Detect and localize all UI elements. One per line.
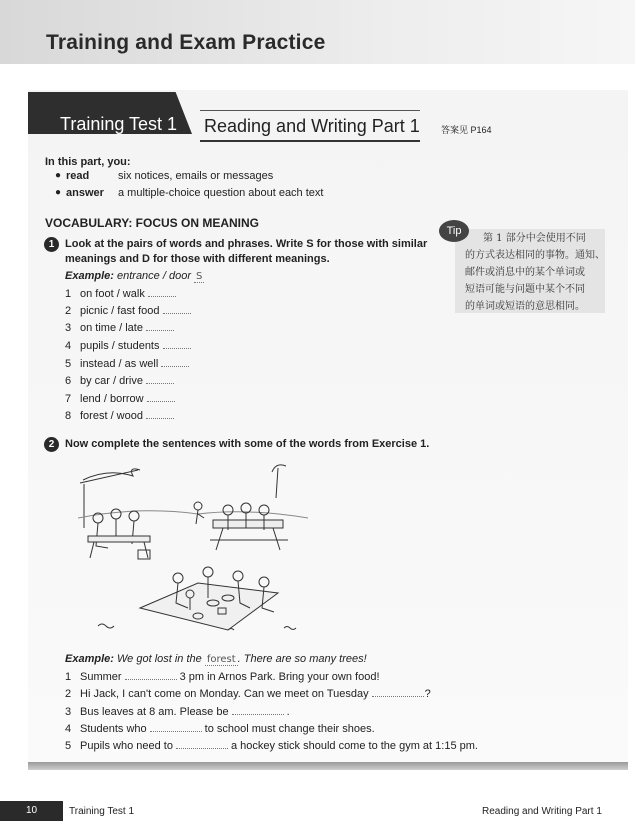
- exercise-2-example: Example: We got lost in the forest . There are so many trees!: [65, 653, 367, 665]
- answer-blank[interactable]: [161, 358, 189, 367]
- sentence-item: 2 Hi Jack, I can't come on Monday. Can we meet on Tuesday ?: [65, 688, 431, 700]
- intro-heading: In this part, you:: [45, 156, 131, 168]
- vocab-heading: VOCABULARY: FOCUS ON MEANING: [45, 216, 259, 230]
- page-number: 10: [0, 801, 63, 821]
- bullet-dot-icon: ●: [55, 187, 62, 198]
- test-label: Training Test 1: [60, 114, 178, 134]
- bullet-verb: read: [66, 170, 90, 182]
- example-label: Example:: [65, 270, 114, 282]
- list-item: 5 instead / as well: [65, 358, 189, 370]
- list-item: 8 forest / wood: [65, 410, 174, 422]
- footer-right-label: Reading and Writing Part 1: [482, 806, 602, 817]
- answer-blank[interactable]: [163, 305, 191, 314]
- answer-blank[interactable]: [176, 740, 228, 749]
- title-rule-bottom: [200, 140, 420, 142]
- bullet-verb: answer: [66, 187, 104, 199]
- sentence-item: 1 Summer 3 pm in Arnos Park. Bring your own food!: [65, 671, 380, 683]
- footer-left-label: Training Test 1: [69, 806, 135, 817]
- answer-blank[interactable]: [125, 671, 177, 680]
- answer-reference: 答案见 P164: [441, 125, 492, 135]
- example-answer: forest: [206, 654, 236, 665]
- sentence-item: 5 Pupils who need to a hockey stick should come to the gym at 1:15 pm.: [65, 740, 478, 752]
- sentence-item: 3 Bus leaves at 8 am. Please be .: [65, 706, 290, 718]
- answer-blank[interactable]: [146, 322, 174, 331]
- example-text: entrance / door: [116, 270, 191, 282]
- panel-bottom-rule: [28, 762, 628, 770]
- answer-blank[interactable]: [150, 723, 202, 732]
- bullet-dot-icon: ●: [55, 170, 62, 181]
- exercise-1-instruction: Look at the pairs of words and phrases. Write S for those with similar meanings and D for those with different meanings.: [65, 238, 428, 265]
- list-item: 2 picnic / fast food: [65, 305, 191, 317]
- exercise-number-badge: 1: [44, 237, 59, 252]
- answer-blank[interactable]: [372, 688, 424, 697]
- list-item: 6 by car / drive: [65, 375, 174, 387]
- sentence-item: 4 Students who to school must change their shoes.: [65, 723, 375, 735]
- answer-blank[interactable]: [148, 288, 176, 297]
- answer-blank[interactable]: [163, 340, 191, 349]
- answer-blank[interactable]: [146, 410, 174, 419]
- answer-blank[interactable]: [147, 393, 175, 402]
- list-item: 7 lend / borrow: [65, 393, 175, 405]
- title-rule-top: [200, 110, 420, 111]
- exercise-number-badge: 2: [44, 437, 59, 452]
- answer-blank[interactable]: [232, 706, 284, 715]
- page-title: Training and Exam Practice: [46, 31, 326, 54]
- tip-badge: Tip: [439, 220, 469, 242]
- answer-blank[interactable]: [146, 375, 174, 384]
- list-item: 1 on foot / walk: [65, 288, 176, 300]
- part-title: Reading and Writing Part 1: [204, 116, 420, 136]
- example-label: Example:: [65, 653, 114, 665]
- bullet-text: a multiple-choice question about each text: [118, 187, 324, 199]
- tip-text: 第 1 部分中会使用不同 的方式表达相同的事物。通知、 邮件或消息中的某个单词或 短语可能与问题中某个不同 的单词或短语的意思相同。: [465, 233, 605, 312]
- exercise-2-instruction: Now complete the sentences with some of the words from Exercise 1.: [65, 438, 430, 450]
- picnic-illustration: [78, 458, 308, 638]
- bullet-text: six notices, emails or messages: [118, 170, 274, 182]
- list-item: 4 pupils / students: [65, 340, 191, 352]
- exercise-1-example: [65, 270, 204, 282]
- example-answer: S: [196, 271, 203, 282]
- list-item: 3 on time / late: [65, 322, 174, 334]
